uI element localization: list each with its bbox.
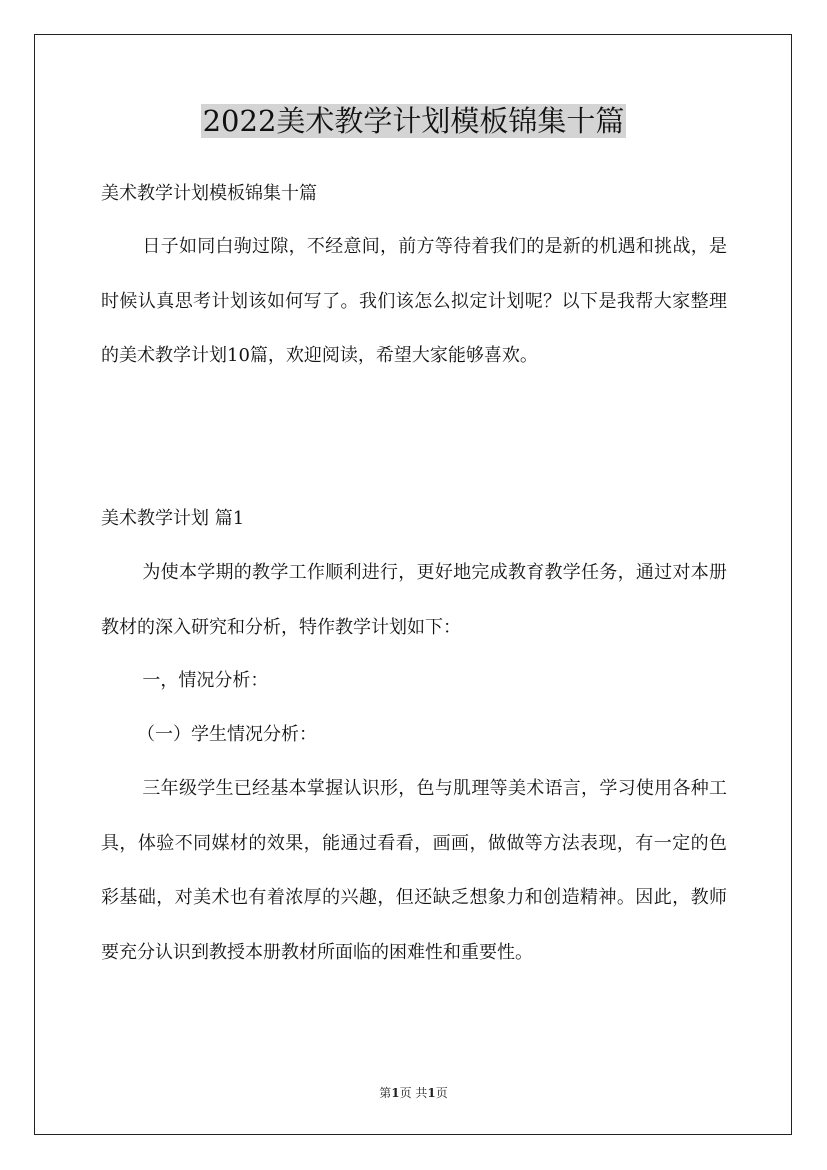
intro-paragraph: 日子如同白驹过隙，不经意间，前方等待着我们的是新的机遇和挑战，是时候认真思考计划该如何写了。我们该怎么拟定计划呢？以下是我帮大家整理的美术教学计划10篇，欢迎阅读，希望大家能够喜欢。 bbox=[101, 236, 727, 366]
footer-page-suffix: 页 bbox=[435, 1086, 448, 1100]
heading-student-analysis: （一）学生情况分析： bbox=[137, 724, 317, 745]
paragraph-student-analysis: 三年级学生已经基本掌握认识形，色与肌理等美术语言，学习使用各种工具，体验不同媒材的效果，能通过看看，画画，做做等方法表现，有一定的色彩基础，对美术也有着浓厚的兴趣，但还缺乏想象力和创造精神。因此，教师要充分认识到教授本册教材所面临的困难性和重要性。 bbox=[101, 778, 727, 963]
document-subtitle: 美术教学计划模板锦集十篇 bbox=[101, 183, 317, 204]
page-footer bbox=[0, 1085, 827, 1101]
section-heading: 美术教学计划 篇1 bbox=[101, 508, 245, 529]
footer-page-prefix: 第 bbox=[379, 1086, 392, 1100]
footer-page-mid: 页 共 bbox=[399, 1086, 428, 1100]
document-title-text: 2022美术教学计划模板锦集十篇 bbox=[202, 104, 625, 138]
footer-page-total: 1 bbox=[427, 1086, 436, 1100]
paragraph-plan-intro: 为使本学期的教学工作顺利进行，更好地完成教育教学任务，通过对本册教材的深入研究和分析，特作教学计划如下： bbox=[101, 562, 727, 638]
document-title bbox=[0, 100, 827, 142]
footer-page-number: 1 bbox=[391, 1086, 400, 1100]
heading-situation-analysis: 一，情况分析： bbox=[142, 670, 269, 691]
